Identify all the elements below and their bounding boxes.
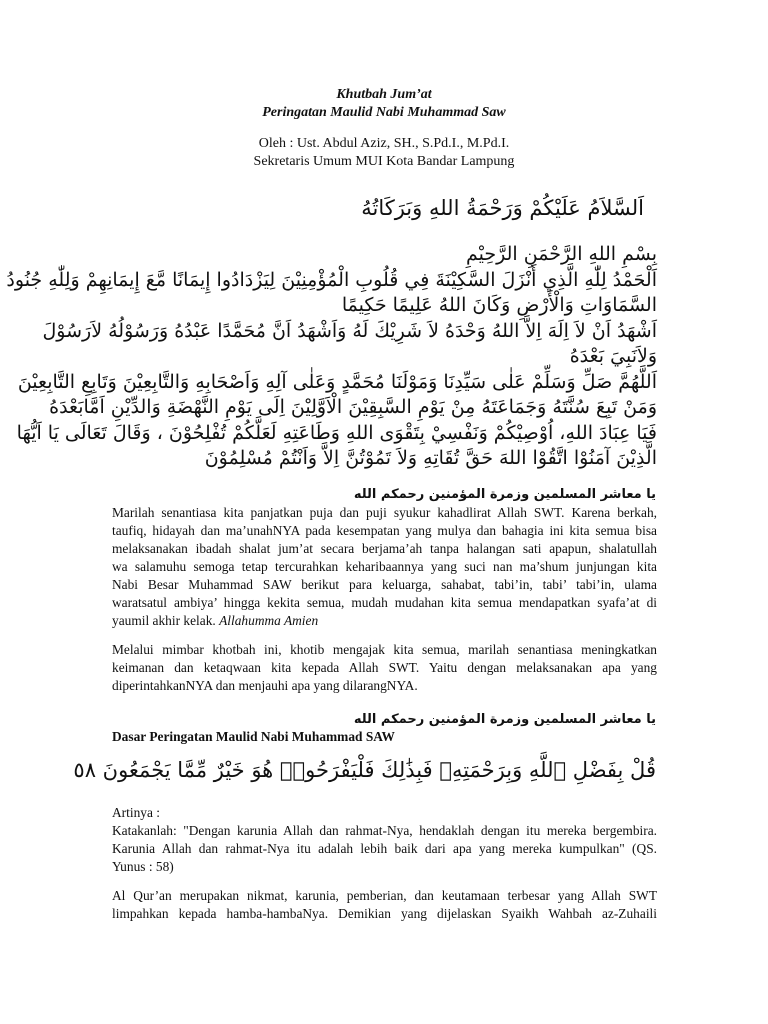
paragraph-line: Al Qur’an merupakan nikmat, karunia, pemberian, dan keutamaan terbesar yang Allah SWT xyxy=(112,888,657,903)
paragraph-line: taufiq, hidayah dan ma’unahNYA pada kesempatan yang mulya dan bahagia ini kita semua bisa xyxy=(112,523,657,538)
translation-line: Katakanlah: "Dengan karunia Allah dan rahmat-Nya, hendaklah dengan itu mereka bergembira. xyxy=(112,823,657,838)
arabic-line: اَشْهَدُ اَنْ لاَ اِلَهَ اِلاَّ اللهُ وَحْدَهُ لاَ شَرِيْكَ لَهُ وَاَشْهَدُ اَنَّ مُحَمَّدًا عَبْدُهُ وَرَسُوْلُهُ لاَرَسُوْلَ xyxy=(42,319,657,342)
document-subtitle: Peringatan Maulid Nabi Muhammad Saw xyxy=(262,105,506,120)
author-name: Oleh : Ust. Abdul Aziz, SH., S.Pd.I., M.Pd.I. xyxy=(258,136,510,151)
arabic-line: اَلْحَمْدُ لِلّٰهِ الَّذِي أَنْزَلَ السَّكِيْنَةَ فِي قُلُوبِ الْمُؤْمِنِيْنَ لِيَزْدَادُوا إِيمَانًا مَّعَ إِيمَانِهِمْ وَلِلّٰهِ جُنُودُ xyxy=(6,268,657,291)
arabic-section-heading: يا معاشر المسلمين وزمرة المؤمنين رحمكم الله xyxy=(353,487,656,502)
translation-label: Artinya : xyxy=(112,805,160,820)
paragraph-line: melaksanakan ibadah shalat jum’at secara berjama’ah tanpa halangan sati apapun, shalatullah xyxy=(112,541,657,556)
translation-line: Karunia Allah dan rahmat-Nya itu adalah lebih baik dari apa yang mereka kumpulkan" (QS. xyxy=(112,841,657,856)
document-title: Khutbah Jum’at xyxy=(336,87,432,102)
arabic-line: وَلاَنَبِيَ بَعْدَهُ xyxy=(569,345,657,367)
paragraph-line: wa salamuhu semoga tetap tercurahkan keharibaannya yang suci nan ma’shum junjungan kita xyxy=(112,559,657,574)
translation-line: Yunus : 58) xyxy=(112,859,174,874)
paragraph-line: Melalui mimbar khotbah ini, khotib mengajak kita semua, marilah senantiasa meningkatkan xyxy=(112,642,657,657)
paragraph-line: limpahkan kepada hamba-hambaNya. Demikian yang dijelaskan Syaikh Wahbah az-Zuhaili xyxy=(112,906,657,921)
paragraph-quran xyxy=(112,887,657,923)
verse-translation xyxy=(112,804,657,876)
closing-prayer: Allahumma Amien xyxy=(219,613,319,628)
quran-verse: قُلْ بِفَضْلِ ٱللَّهِ وَبِرَحْمَتِهِۦ فَبِذَٰلِكَ فَلْيَفْرَحُوا۟ هُوَ خَيْرٌ مِّمَّا يَجْمَعُونَ ٥٨ xyxy=(73,758,656,782)
paragraph-opening xyxy=(112,504,657,630)
arabic-line: وَمَنْ تَبِعَ سُنَّتَهُ وَجَمَاعَتَهُ مِنْ يَوْمِ السَّبِقِيْنَ الْاَوَّلِيْنَ اِلَى يَوْمِ النَّهْضَةِ وَالدِّيْنِ اَمَّابَعْدَهُ xyxy=(49,396,657,418)
arabic-line: السَّمَاوَاتِ وَالْأَرْضِ وَكَانَ اللهُ عَلِيمًا حَكِيمًا xyxy=(341,294,657,316)
arabic-opening-prayer xyxy=(6,242,657,472)
arabic-section-heading: يا معاشر المسلمين وزمرة المؤمنين رحمكم الله xyxy=(353,712,656,727)
paragraph-line: diperintahkanNYA dan menjauhi apa yang dilarangNYA. xyxy=(112,678,418,693)
arabic-line: فَيَا عِبَادَ اللهِ، اُوْصِيْكُمْ وَنَفْسِيْ بِتَقْوَى اللهِ وَطَاعَتِهِ لَعَلَّكُمْ تُفْلِحُوْنَ ، وَقَالَ تَعَالَى يَا اَيُّهَا xyxy=(16,421,657,444)
paragraph-line: Nabi Besar Muhammad SAW berikut para keluarga, sahabat, tabi’in, tabi’ tabi’in, ulama xyxy=(112,577,657,592)
paragraph-line: waratsatul ambiya’ hingga kekita semua, mudah mudahan kita semua mendapatkan syafa’at di xyxy=(112,595,657,610)
arabic-line: اَللَّهُمَّ صَلِّ وَسَلِّمْ عَلٰى سَيِّدِنَا وَمَوْلَنَا مُحَمَّدٍ وَعَلٰى آلِهِ وَاَصْحَابِهِ وَالتَّابِعِيْنَ وَتَابِعِ التَّابِعِيْنَ xyxy=(17,370,657,393)
paragraph-line: keimanan dan ketaqwaan kita kepada Allah SWT. Yaitu dengan melaksanakan apa yang xyxy=(112,660,657,675)
arabic-salam: اَلسَّلاَمُ عَلَيْكُمْ وَرَحْمَةُ اللهِ وَبَرَكَاتُهُ xyxy=(361,196,644,220)
author-block xyxy=(0,135,768,171)
paragraph-last-line xyxy=(112,612,657,630)
paragraph-exhortation xyxy=(112,641,657,695)
author-position: Sekretaris Umum MUI Kota Bandar Lampung xyxy=(253,154,515,169)
paragraph-line: Marilah senantiasa kita panjatkan puja dan puji syukur kahadlirat Allah SWT. Karena berkah, xyxy=(112,505,657,520)
paragraph-text: yaumil akhir kelak. xyxy=(112,613,216,628)
section-subheading: Dasar Peringatan Maulid Nabi Muhammad SAW xyxy=(112,729,395,744)
arabic-line: بِسْمِ اللهِ الرَّحْمَنِ الرَّحِيْمِ xyxy=(466,243,657,265)
arabic-line: الَّذِيْنَ آمَنُوْا اتَّقُوْا اللهَ حَقَّ تُقَاتِهِ وَلاَ تَمُوْتُنَّ اِلاَّ وَاَنْتُمْ مُسْلِمُوْنَ xyxy=(204,447,657,469)
